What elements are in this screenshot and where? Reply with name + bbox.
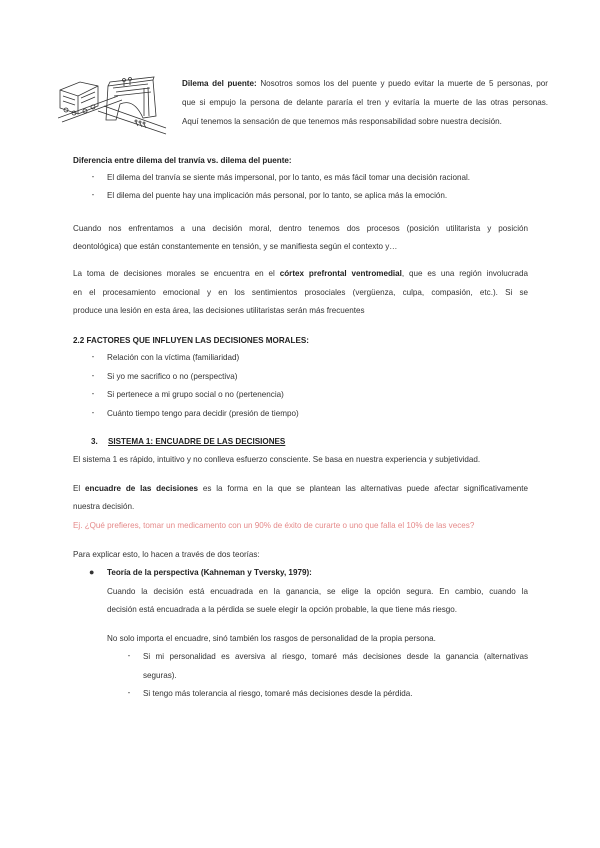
factores-item-2: Si yo me sacrifico o no (perspectiva) <box>107 372 238 381</box>
sistema-line-1: El sistema 1 es rápido, intuitivo y no conlleva esfuerzo consciente. Se basa en nuestra experiencia y subjetividad. <box>73 455 481 464</box>
list-dash: - <box>91 172 95 181</box>
encuadre-post: es la forma en la que se plantean las alternativas puede afectar significativamente <box>202 484 529 493</box>
intro-line-3: Aquí tenemos la sensación de que tenemos más responsabilidad sobre nuestra decisión. <box>182 117 502 126</box>
encuadre-bold: encuadre de las decisiones <box>85 484 199 493</box>
factores-title: 2.2 FACTORES QUE INFLUYEN LAS DECISIONES MORALES: <box>73 336 309 345</box>
list-dash: - <box>91 352 95 361</box>
sistema-number: 3. <box>91 437 98 446</box>
teorias-intro: Para explicar esto, lo hacen a través de dos teorías: <box>73 550 260 559</box>
list-dash: - <box>127 651 131 660</box>
intro-line-2: que si empujo la persona de delante pararía el tren y evitaría la muerte de las otras personas. <box>182 98 548 107</box>
bullet-dot: ● <box>89 567 95 577</box>
intro-line-1 <box>182 78 548 89</box>
bridge-dilemma-illustration <box>58 76 168 136</box>
list-dash: - <box>91 408 95 417</box>
teoria-sub1-line-1: Si mi personalidad es aversiva al riesgo, tomaré más decisiones desde la ganancia (alternativas <box>143 652 528 661</box>
list-dash: - <box>127 688 131 697</box>
factores-item-3: Si pertenece a mi grupo social o no (pertenencia) <box>107 390 284 399</box>
procesos-line-2: deontológica) que están constantemente en tensión, y se manifiesta según el contexto y… <box>73 242 398 251</box>
teoria-p2: No solo importa el encuadre, sinó también los rasgos de personalidad de la propia persona. <box>107 634 436 643</box>
intro-title: Dilema del puente: <box>182 79 257 88</box>
teoria-sub2: Si tengo más tolerancia al riesgo, tomaré más decisiones desde la pérdida. <box>143 689 413 698</box>
factores-item-4: Cuánto tiempo tengo para decidir (presión de tiempo) <box>107 409 299 418</box>
cortex-pre: La toma de decisiones morales se encuentra en el <box>73 269 275 278</box>
list-dash: - <box>91 371 95 380</box>
teoria-p1-line-2: decisión está encuadrada a la pérdida se suele elegir la opción probable, la que tiene más riesgo. <box>107 605 458 614</box>
encuadre-example: Ej. ¿Qué prefieres, tomar un medicamento con un 90% de éxito de curarte o uno que falla el 10% de las veces? <box>73 521 475 530</box>
intro-line1-text: Nosotros somos los del puente y puedo evitar la muerte de 5 personas, por <box>260 79 548 88</box>
diferencia-item-1: El dilema del tranvía se siente más impersonal, por lo tanto, es más fácil tomar una decisión racional. <box>107 173 471 182</box>
diferencia-item-2: El dilema del puente hay una implicación más personal, por lo tanto, se aplica más la emoción. <box>107 191 448 200</box>
cortex-line-3: produce una lesión en esta área, las decisiones utilitaristas serán más frecuentes <box>73 306 365 315</box>
encuadre-line-1 <box>73 483 528 494</box>
procesos-line-1: Cuando nos enfrentamos a una decisión moral, dentro tenemos dos procesos (posición utilitarista y posición <box>73 224 528 233</box>
encuadre-line-2: nuestra decisión. <box>73 502 135 511</box>
cortex-post: , que es una región involucrada <box>401 269 528 278</box>
sistema-title: SISTEMA 1: ENCUADRE DE LAS DECISIONES <box>108 437 286 446</box>
list-dash: - <box>91 389 95 398</box>
teoria-sub1-line-2: seguras). <box>143 671 177 680</box>
cortex-bold: córtex prefrontal ventromedial <box>279 269 402 278</box>
list-dash: - <box>91 190 95 199</box>
teoria-title: Teoría de la perspectiva (Kahneman y Tversky, 1979): <box>107 568 312 577</box>
encuadre-pre: El <box>73 484 81 493</box>
diferencia-title: Diferencia entre dilema del tranvía vs. dilema del puente: <box>73 156 292 165</box>
teoria-p1-line-1: Cuando la decisión está encuadrada en la ganancia, se elige la opción segura. En cambio, cuando la <box>107 587 528 596</box>
cortex-line-1 <box>73 268 528 279</box>
cortex-line-2: en el procesamiento emocional y en los sentimientos prosociales (vergüenza, culpa, compasión, etc.). Si se <box>73 288 528 297</box>
factores-item-1: Relación con la víctima (familiaridad) <box>107 353 240 362</box>
